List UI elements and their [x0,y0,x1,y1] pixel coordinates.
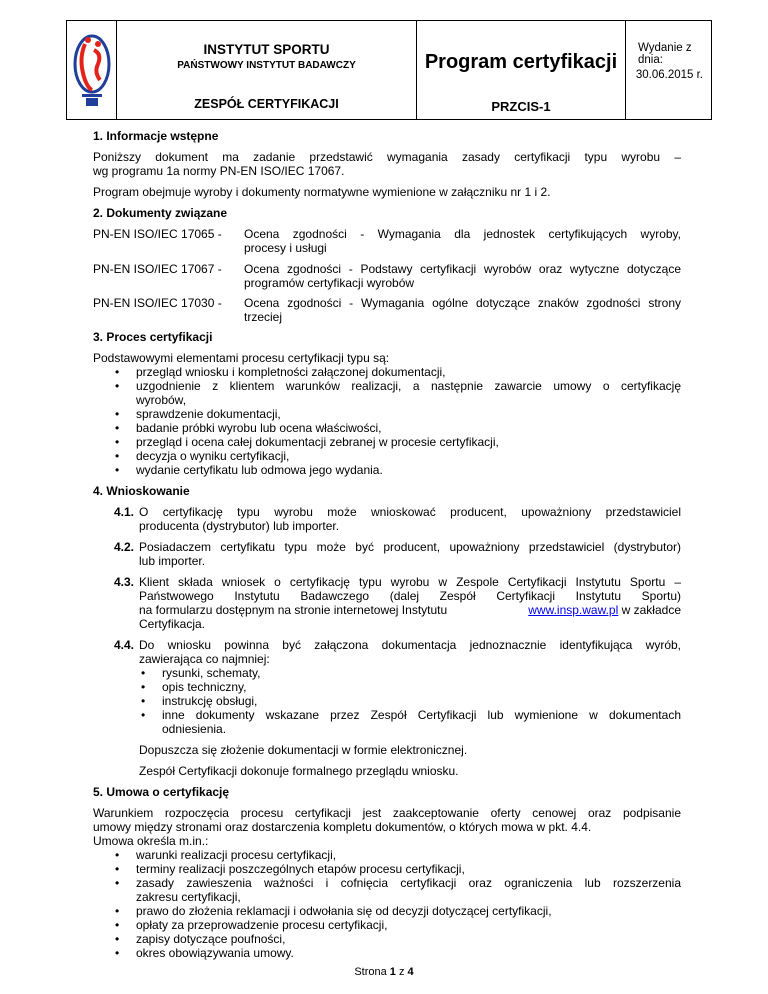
note: Zespół Certyfikacji dokonuje formalnego przeglądu wniosku. [139,764,459,778]
list-item: • terminy realizacji poszczególnych etapów procesu certyfikacji, [136,862,465,876]
section-5-heading: 5. Umowa o certyfikację [93,785,230,799]
doc-ref: PN-EN ISO/IEC 17065 - [93,227,222,241]
doc-ref: PN-EN ISO/IEC 17067 - [93,262,222,276]
point-text: Do wniosku powinna być załączona dokumentacja jednoznacznie identyfikująca wyrób, [139,638,681,652]
s3-intro: Podstawowymi elementami procesu certyfikacji typu są: [93,351,390,365]
point-text-line [139,603,681,617]
point-text: lub importer. [139,554,206,568]
point-text: na formularzu dostępnym na stronie internetowej Instytutu [139,603,448,617]
doc-desc: trzeciej [244,310,283,324]
issue-cell [626,21,711,119]
section-1-heading: 1. Informacje wstępne [93,129,219,143]
list-item: • wydanie certyfikatu lub odmowa jego wydania. [136,463,383,477]
list-item: • inne dokumenty wskazane przez Zespół Certyfikacji lub wymienione w dokumentach [162,708,681,722]
doc-desc: Ocena zgodności - Wymagania dla jednostek certyfikujących wyroby, [244,227,681,241]
logo-cell [67,21,117,119]
s1-paragraph-line: Poniższy dokument ma zadanie przedstawić wymagania zasady certyfikacji typu wyrobu – [93,150,681,164]
s5-paragraph-line: umowy między stronami oraz dostarczenia kompletu dokumentów, o których mowa w pkt. 4.4. [93,820,592,834]
s5-paragraph-line: Umowa określa m.in.: [93,834,209,848]
point-number: 4.2. [114,540,135,554]
list-item: • uzgodnienie z klientem warunków realizacji, a następnie zawarcie umowy o certyfikację [136,379,681,393]
doc-ref: PN-EN ISO/IEC 17030 - [93,296,222,310]
list-item: • badanie próbki wyrobu lub ocena właściwości, [136,421,381,435]
point-text: producenta (dystrybutor) lub importer. [139,519,340,533]
institute-cell [117,21,417,119]
list-item: • zapisy dotyczące poufności, [136,932,285,946]
list-item-continuation: wyrobów, [136,393,187,407]
section-3-heading: 3. Proces certyfikacji [93,330,213,344]
list-item-continuation: zakresu certyfikacji, [136,890,241,904]
section-2-heading: 2. Dokumenty związane [93,206,228,220]
list-item: • zasady zawieszenia ważności i cofnięcia certyfikacji oraz ograniczenia lub rozszerzenia [136,876,681,890]
list-item-continuation: odniesienia. [162,722,227,736]
program-code: PRZCIS-1 [491,99,551,114]
issue-label: Wydanie z dnia: [638,42,692,66]
list-item: • decyzja o wyniku certyfikacji, [136,449,289,463]
institute-website-link[interactable]: www.insp.waw.pl [528,603,619,617]
s5-paragraph-line: Warunkiem rozpoczęcia procesu certyfikacji jest zaakceptowanie oferty cenowej oraz podpisanie [93,806,681,820]
footer-sep: z [398,966,405,978]
page-footer [0,966,768,978]
note: Dopuszcza się złożenie dokumentacji w formie elektronicznej. [139,743,468,757]
point-text: O certyfikację typu wyrobu może wnioskować producent, upoważniony przedstawiciel [139,505,681,519]
list-item: • warunki realizacji procesu certyfikacji, [136,848,336,862]
point-number: 4.1. [114,505,135,519]
list-item: • okres obowiązywania umowy. [136,946,294,960]
list-item: • opis techniczny, [162,680,247,694]
section-4-heading: 4. Wnioskowanie [93,484,190,498]
point-text: Państwowego Instytutu Badawczego (dalej Zespół Certyfikacji Instytutu Sportu) [139,589,681,603]
list-item: • przegląd wniosku i kompletności załączonej dokumentacji, [136,365,446,379]
point-number: 4.3. [114,575,135,589]
doc-desc: procesy i usługi [244,241,327,255]
point-text-tail [528,603,681,617]
point-text: Posiadaczem certyfikatu typu może być producent, upoważniony przedstawiciel (dystrybutor) [139,540,681,554]
program-cell [417,21,626,119]
footer-page: 1 [389,966,396,978]
institute-subtitle: PAŃSTWOWY INSTYTUT BADAWCZY [177,60,356,71]
doc-desc: programów certyfikacji wyrobów [244,276,415,290]
list-item: • prawo do złożenia reklamacji i odwołania się od decyzji dotyczącej certyfikacji, [136,904,552,918]
list-item: • instrukcję obsługi, [162,694,257,708]
issue-date: 30.06.2015 r. [635,69,703,81]
point-text: w zakładce [621,603,681,617]
team-name: ZESPÓŁ CERTYFIKACJI [194,97,339,111]
institute-logo [72,30,112,110]
footer-total: 4 [407,966,414,978]
institute-name: INSTYTUT SPORTU [203,42,330,57]
list-item: • rysunki, schematy, [162,666,260,680]
list-item: • opłaty za przeprowadzenie procesu certyfikacji, [136,918,387,932]
doc-desc: Ocena zgodności - Wymagania ogólne dotyczące znaków zgodności strony [244,296,681,310]
document-header [66,20,712,120]
point-text: Certyfikacja. [139,617,206,631]
s1-paragraph-line: wg programu 1a normy PN-EN ISO/IEC 17067. [93,164,345,178]
footer-prefix: Strona [354,966,387,978]
program-title: Program certyfikacji [424,51,618,73]
point-text: zawierająca co najmniej: [139,652,270,666]
list-item: • przegląd i ocena całej dokumentacji zebranej w procesie certyfikacji, [136,435,499,449]
list-item: • sprawdzenie dokumentacji, [136,407,281,421]
point-number: 4.4. [114,638,135,652]
doc-desc: Ocena zgodności - Podstawy certyfikacji wyrobów oraz wytyczne dotyczące [244,262,681,276]
s1-paragraph: Program obejmuje wyroby i dokumenty normatywne wymienione w załączniku nr 1 i 2. [93,185,551,199]
point-text: Klient składa wniosek o certyfikację typu wyrobu w Zespole Certyfikacji Instytutu Sportu – [139,575,681,589]
